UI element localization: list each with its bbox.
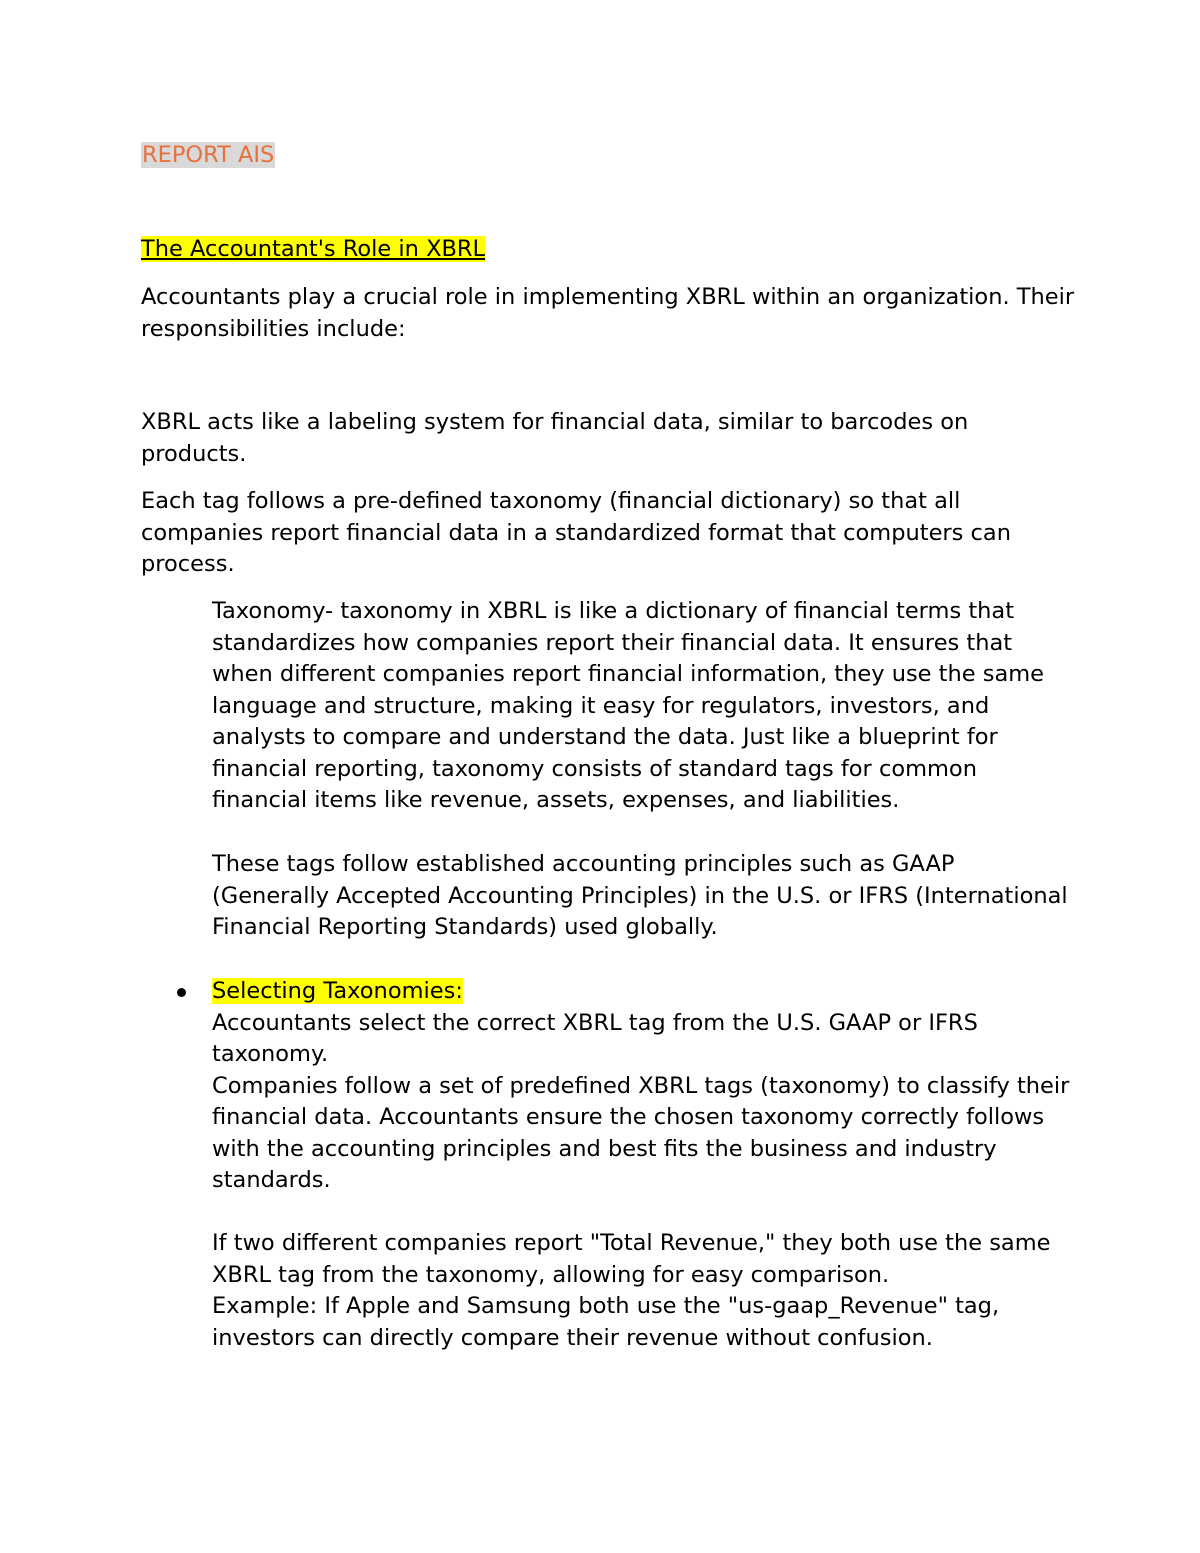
section-heading	[141, 234, 485, 266]
taxonomy-definition-paragraph: Taxonomy- taxonomy in XBRL is like a dictionary of financial terms that standardizes how companies report their financial data. It ensures that when different companies report financial information, they use the same language and structure, making it easy for regulators, investors, and analysts to compare and understand the data. Just like a blueprint for financial reporting, taxonomy consists of standard tags for common financial items like revenue, assets, expenses, and liabilities.	[212, 598, 1045, 813]
bullet-dot-icon	[177, 988, 186, 997]
bullet-body	[212, 1008, 1081, 1355]
intro-paragraph: Accountants play a crucial role in implementing XBRL within an organization. Their responsibilities include:	[141, 284, 1075, 342]
taxonomy-tag-paragraph: Each tag follows a pre-defined taxonomy (financial dictionary) so that all companies report financial data in a standardized format that computers can process.	[141, 488, 1011, 577]
bullet-title: Selecting Taxonomies:	[212, 978, 463, 1004]
bullet-line-select-tag: Accountants select the correct XBRL tag from the U.S. GAAP or IFRS taxonomy.	[212, 1009, 978, 1067]
spacer	[212, 1197, 1081, 1229]
bullet-line-predefined-tags: Companies follow a set of predefined XBRL tags (taxonomy) to classify their financial data. Accountants ensure the chosen taxonomy correctly follows with the accounting principles and best fits the business and industry standards.	[212, 1072, 1070, 1193]
bullet-line-example: Example: If Apple and Samsung both use the "us-gaap_Revenue" tag, investors can directly compare their revenue without confusion.	[212, 1293, 1000, 1351]
section-heading-text: The Accountant's Role in XBRL	[141, 236, 486, 262]
report-title	[141, 140, 275, 171]
report-title-text: REPORT AIS	[142, 142, 275, 168]
barcode-paragraph: XBRL acts like a labeling system for financial data, similar to barcodes on products.	[141, 409, 969, 467]
bullet-list	[141, 976, 1081, 1354]
list-item	[141, 976, 1081, 1354]
bullet-line-total-revenue: If two different companies report "Total Revenue," they both use the same XBRL tag from the taxonomy, allowing for easy comparison.	[212, 1230, 1051, 1288]
gaap-paragraph: These tags follow established accounting principles such as GAAP (Generally Accepted Accounting Principles) in the U.S. or IFRS (International Financial Reporting Standards) used globally.	[212, 851, 1068, 940]
